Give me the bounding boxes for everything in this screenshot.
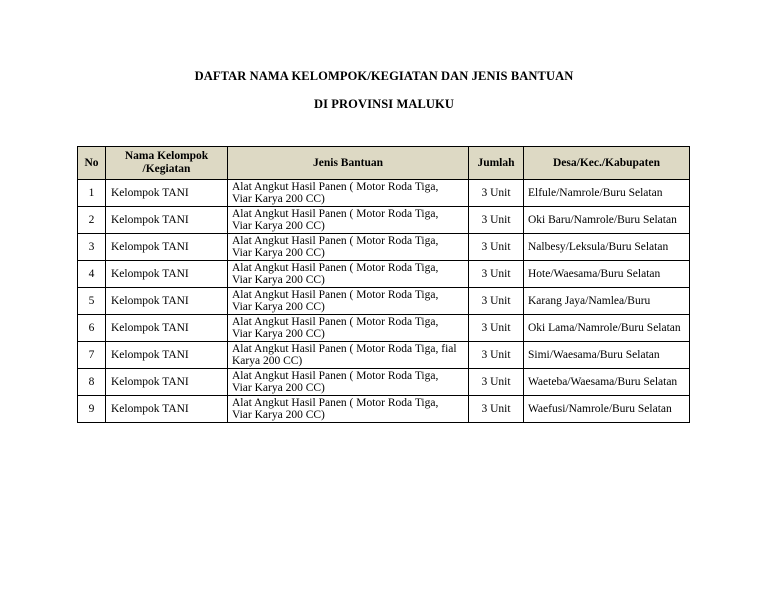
jenis-line1: Alat Angkut Hasil Panen ( Motor Roda Tiga, bbox=[232, 397, 439, 409]
jenis-line2: Viar Karya 200 CC) bbox=[232, 220, 325, 232]
table-row bbox=[78, 396, 690, 423]
jenis-line2: Karya 200 CC) bbox=[232, 355, 303, 367]
table-row bbox=[78, 369, 690, 396]
jenis-line1: Alat Angkut Hasil Panen ( Motor Roda Tiga, bbox=[232, 181, 439, 193]
table-row bbox=[78, 288, 690, 315]
jenis-line1: Alat Angkut Hasil Panen ( Motor Roda Tiga, bbox=[232, 370, 439, 382]
header-nama-line2: /Kegiatan bbox=[142, 163, 191, 175]
cell-desa: Hote/Waesama/Buru Selatan bbox=[524, 261, 690, 288]
cell-no: 1 bbox=[78, 180, 106, 207]
cell-jumlah: 3 Unit bbox=[469, 234, 524, 261]
cell-jenis-bantuan bbox=[228, 396, 469, 423]
cell-jumlah: 3 Unit bbox=[469, 315, 524, 342]
cell-jenis-bantuan bbox=[228, 261, 469, 288]
jenis-line1: Alat Angkut Hasil Panen ( Motor Roda Tiga, bbox=[232, 316, 439, 328]
cell-nama-kelompok: Kelompok TANI bbox=[106, 288, 228, 315]
cell-no: 8 bbox=[78, 369, 106, 396]
jenis-line2: Viar Karya 200 CC) bbox=[232, 409, 325, 421]
cell-jenis-bantuan bbox=[228, 288, 469, 315]
cell-desa: Karang Jaya/Namlea/Buru bbox=[524, 288, 690, 315]
cell-jenis-bantuan bbox=[228, 342, 469, 369]
aid-table bbox=[77, 146, 690, 423]
cell-no: 6 bbox=[78, 315, 106, 342]
cell-jumlah: 3 Unit bbox=[469, 180, 524, 207]
cell-nama-kelompok: Kelompok TANI bbox=[106, 315, 228, 342]
cell-no: 9 bbox=[78, 396, 106, 423]
document-subtitle: DI PROVINSI MALUKU bbox=[313, 97, 454, 111]
cell-nama-kelompok: Kelompok TANI bbox=[106, 396, 228, 423]
header-jenis-bantuan: Jenis Bantuan bbox=[228, 147, 469, 180]
cell-jumlah: 3 Unit bbox=[469, 369, 524, 396]
table-row bbox=[78, 180, 690, 207]
header-nama-kelompok bbox=[106, 147, 228, 180]
cell-jumlah: 3 Unit bbox=[469, 288, 524, 315]
table-row bbox=[78, 207, 690, 234]
cell-jenis-bantuan bbox=[228, 180, 469, 207]
cell-nama-kelompok: Kelompok TANI bbox=[106, 180, 228, 207]
jenis-line1: Alat Angkut Hasil Panen ( Motor Roda Tiga, bbox=[232, 262, 439, 274]
cell-desa: Oki Lama/Namrole/Buru Selatan bbox=[524, 315, 690, 342]
table-row bbox=[78, 342, 690, 369]
cell-no: 3 bbox=[78, 234, 106, 261]
cell-jenis-bantuan bbox=[228, 369, 469, 396]
cell-jenis-bantuan bbox=[228, 315, 469, 342]
jenis-line1: Alat Angkut Hasil Panen ( Motor Roda Tiga, fial bbox=[232, 343, 457, 355]
table-row bbox=[78, 315, 690, 342]
cell-desa: Waefusi/Namrole/Buru Selatan bbox=[524, 396, 690, 423]
cell-desa: Oki Baru/Namrole/Buru Selatan bbox=[524, 207, 690, 234]
table-header-row bbox=[78, 147, 690, 180]
jenis-line2: Viar Karya 200 CC) bbox=[232, 301, 325, 313]
cell-no: 4 bbox=[78, 261, 106, 288]
cell-jumlah: 3 Unit bbox=[469, 207, 524, 234]
cell-desa: Waeteba/Waesama/Buru Selatan bbox=[524, 369, 690, 396]
cell-desa: Elfule/Namrole/Buru Selatan bbox=[524, 180, 690, 207]
cell-nama-kelompok: Kelompok TANI bbox=[106, 234, 228, 261]
jenis-line1: Alat Angkut Hasil Panen ( Motor Roda Tiga, bbox=[232, 208, 439, 220]
cell-jenis-bantuan bbox=[228, 207, 469, 234]
jenis-line2: Viar Karya 200 CC) bbox=[232, 274, 325, 286]
document-title: DAFTAR NAMA KELOMPOK/KEGIATAN DAN JENIS BANTUAN bbox=[194, 69, 574, 83]
jenis-line1: Alat Angkut Hasil Panen ( Motor Roda Tiga, bbox=[232, 289, 439, 301]
cell-jenis-bantuan bbox=[228, 234, 469, 261]
table-row bbox=[78, 234, 690, 261]
cell-desa: Simi/Waesama/Buru Selatan bbox=[524, 342, 690, 369]
jenis-line2: Viar Karya 200 CC) bbox=[232, 328, 325, 340]
header-no: No bbox=[78, 147, 106, 180]
jenis-line2: Viar Karya 200 CC) bbox=[232, 193, 325, 205]
table-row bbox=[78, 261, 690, 288]
jenis-line2: Viar Karya 200 CC) bbox=[232, 382, 325, 394]
cell-desa: Nalbesy/Leksula/Buru Selatan bbox=[524, 234, 690, 261]
header-desa: Desa/Kec./Kabupaten bbox=[524, 147, 690, 180]
cell-jumlah: 3 Unit bbox=[469, 261, 524, 288]
cell-jumlah: 3 Unit bbox=[469, 396, 524, 423]
header-nama-line1: Nama Kelompok bbox=[124, 150, 209, 162]
jenis-line1: Alat Angkut Hasil Panen ( Motor Roda Tiga, bbox=[232, 235, 439, 247]
cell-no: 2 bbox=[78, 207, 106, 234]
cell-no: 7 bbox=[78, 342, 106, 369]
jenis-line2: Viar Karya 200 CC) bbox=[232, 247, 325, 259]
cell-no: 5 bbox=[78, 288, 106, 315]
cell-jumlah: 3 Unit bbox=[469, 342, 524, 369]
cell-nama-kelompok: Kelompok TANI bbox=[106, 207, 228, 234]
cell-nama-kelompok: Kelompok TANI bbox=[106, 342, 228, 369]
cell-nama-kelompok: Kelompok TANI bbox=[106, 369, 228, 396]
cell-nama-kelompok: Kelompok TANI bbox=[106, 261, 228, 288]
header-jumlah: Jumlah bbox=[469, 147, 524, 180]
